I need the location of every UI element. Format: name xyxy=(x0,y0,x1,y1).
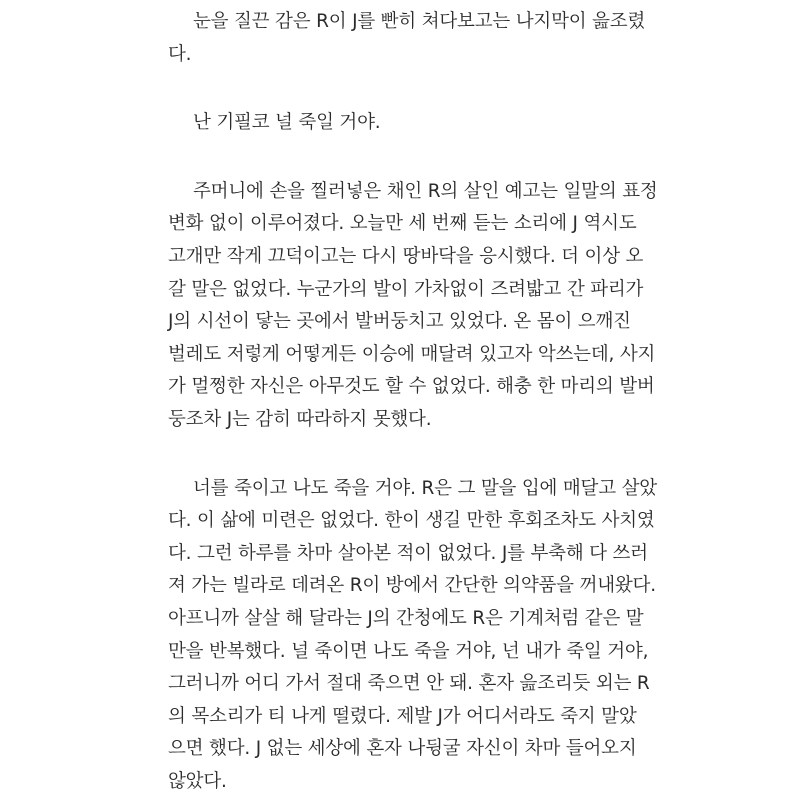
text-line: J의 시선이 닿는 곳에서 발버둥치고 있었다. 온 몸이 으깨진 xyxy=(168,311,631,333)
text-line: 주머니에 손을 찔러넣은 채인 R의 살인 예고는 일말의 표정 xyxy=(193,180,658,202)
text-line: 둥조차 J는 감히 따라하지 못했다. xyxy=(168,408,432,430)
paragraph-2 xyxy=(168,107,632,140)
text-line: 가 멀쩡한 자신은 아무것도 할 수 없었다. 해충 한 마리의 발버 xyxy=(168,376,655,398)
paragraph-1 xyxy=(168,6,646,71)
text-line: 너를 죽이고 나도 죽을 거야. R은 그 말을 입에 매달고 살았 xyxy=(193,477,657,499)
text-line: 다. 그런 하루를 차마 살아본 적이 없었다. J를 부축해 다 쓰러 xyxy=(168,542,648,564)
text-line: 아프니까 살살 해 달라는 J의 간청에도 R은 기계처럼 같은 말 xyxy=(168,607,644,629)
paragraph-4 xyxy=(168,473,657,799)
text-line: 으면 했다. J 없는 세상에 혼자 나뒹굴 자신이 차마 들어오지 xyxy=(168,738,637,760)
text-line: 의 목소리가 티 나게 떨렸다. 제발 J가 어디서라도 죽지 말았 xyxy=(168,705,637,727)
text-line: 않았다. xyxy=(168,770,227,792)
text-line: 갈 말은 없었다. 누군가의 발이 가차없이 즈려밟고 간 파리가 xyxy=(168,278,644,300)
text-line: 다. xyxy=(168,43,192,65)
text-line: 져 가는 빌라로 데려온 R이 방에서 간단한 의약품을 꺼내왔다. xyxy=(168,575,656,597)
text-line: 만을 반복했다. 널 죽이면 나도 죽을 거야, 넌 내가 죽일 거야, xyxy=(168,640,649,662)
text-line: 변화 없이 이루어졌다. 오늘만 세 번째 듣는 소리에 J 역시도 xyxy=(168,213,637,235)
text-line: 그러니까 어디 가서 절대 죽으면 안 돼. 혼자 읊조리듯 외는 R xyxy=(168,673,650,695)
text-line: 다. 이 삶에 미련은 없었다. 한이 생길 만한 후회조차도 사치였 xyxy=(168,510,655,532)
paragraph-3 xyxy=(168,176,658,437)
text-line: 벌레도 저렇게 어떻게든 이승에 매달려 있고자 악쓰는데, 사지 xyxy=(168,343,656,365)
text-line: 난 기필코 널 죽일 거야. xyxy=(193,112,381,134)
text-line: 고개만 작게 끄덕이고는 다시 땅바닥을 응시했다. 더 이상 오 xyxy=(168,245,644,267)
text-line: 눈을 질끈 감은 R이 J를 빤히 쳐다보고는 나지막이 읊조렸 xyxy=(193,11,646,32)
